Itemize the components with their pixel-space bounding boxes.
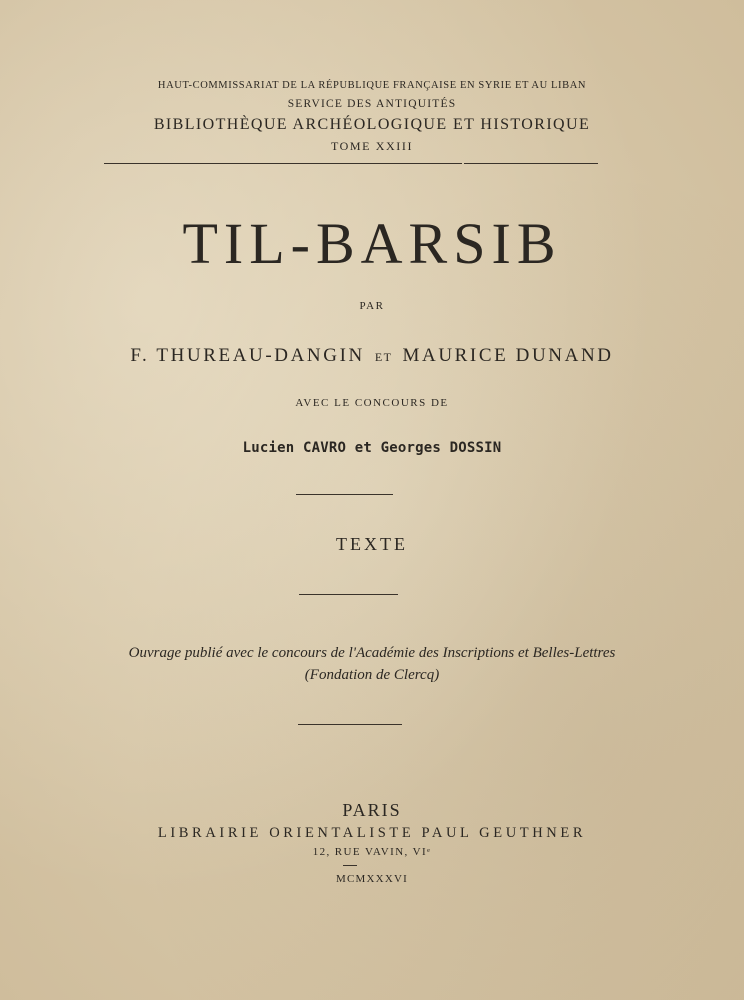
header-rule-right xyxy=(464,163,598,164)
header-rule-middle xyxy=(282,163,462,164)
header-line-1: HAUT-COMMISSARIAT DE LA RÉPUBLIQUE FRANÇAISE EN SYRIE ET AU LIBAN xyxy=(157,80,587,91)
series-title: BIBLIOTHÈQUE ARCHÉOLOGIQUE ET HISTORIQUE xyxy=(153,116,591,133)
imprint-year: MCMXXXVI xyxy=(336,873,408,885)
authors-line xyxy=(0,345,744,367)
with-contribution-label: AVEC LE CONCOURS DE xyxy=(295,397,449,409)
contributors: Lucien CAVRO et Georges DOSSIN xyxy=(242,440,502,456)
section-label: TEXTE xyxy=(336,534,408,554)
header-line-2: SERVICE DES ANTIQUITÉS xyxy=(287,98,457,110)
imprint-city: PARIS xyxy=(342,800,402,820)
imprint-publisher: LIBRAIRIE ORIENTALISTE PAUL GEUTHNER xyxy=(157,825,587,841)
divider-2 xyxy=(299,594,398,595)
header-rule-left xyxy=(104,163,282,164)
foundation-note: (Fondation de Clercq) xyxy=(304,667,440,683)
authors-conjunction: ET xyxy=(374,350,393,364)
author-2: MAURICE DUNAND xyxy=(402,345,614,366)
divider-1 xyxy=(296,494,393,495)
book-title: TIL-BARSIB xyxy=(182,211,562,276)
author-1: F. THUREAU-DANGIN xyxy=(130,345,365,366)
imprint-dash xyxy=(343,865,357,866)
publication-note: Ouvrage publié avec le concours de l'Académie des Inscriptions et Belles-Lettres xyxy=(128,645,616,661)
volume-number: TOME XXIII xyxy=(330,139,414,153)
divider-3 xyxy=(298,724,402,725)
by-label: PAR xyxy=(359,300,385,312)
imprint-address: 12, RUE VAVIN, VIᵉ xyxy=(312,846,432,858)
